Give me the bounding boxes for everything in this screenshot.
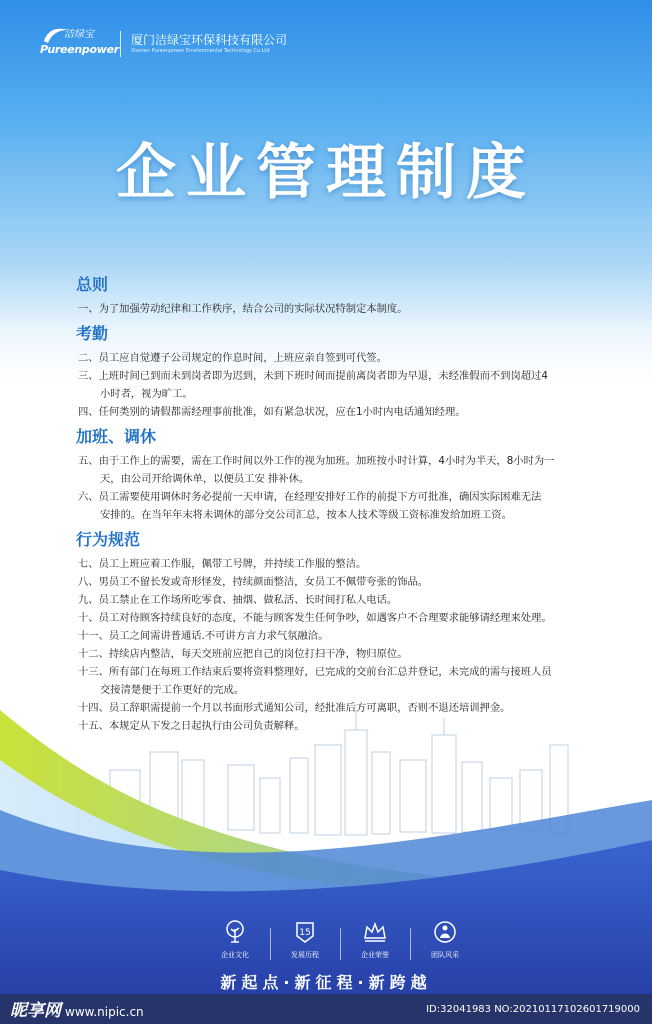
feature-separator [340, 928, 341, 960]
company-logo [40, 27, 119, 61]
company-name-cn: 厦门洁绿宝环保科技有限公司 [131, 32, 288, 47]
rule-line: 十五、本规定从下发之日起执行由公司负责解释。 [78, 720, 305, 732]
rule-line: 一、为了加强劳动纪律和工作秩序，结合公司的实际状况特制定本制度。 [78, 303, 408, 315]
slogan: 新起点·新征程·新跨越 [220, 973, 432, 992]
rule-line: 二、员工应自觉遵子公司规定的作息时间，上班应亲自签到可代签。 [78, 352, 387, 364]
rule-line: 五、由于工作上的需要，需在工作时间以外工作的视为加班。加班按小时计算，4小时为半天，8小时为一 [78, 455, 555, 467]
svg-text:15: 15 [299, 928, 311, 938]
rule-line: 十四、员工辞职需提前一个月以书面形式通知公司，经批准后方可离职，否则不退还培训押金。 [78, 702, 511, 714]
rule-line: 六、员工需要使用调休时务必提前一天申请，在经理安排好工作的前提下方可批准，确因实际困难无法 [78, 491, 542, 503]
section-title: 加班、调休 [76, 427, 157, 446]
header-divider [120, 31, 121, 57]
rule-line: 九、员工禁止在工作场所吃零食、抽烟、做私活、长时间打私人电话。 [78, 594, 398, 606]
feature-separator [270, 928, 271, 960]
feature-label: 发展历程 [291, 951, 319, 959]
rule-line: 十三、所有部门在每班工作结束后要将资料整理好，已完成的交前台汇总并登记，未完成的需与接班人员 [78, 666, 552, 678]
rule-line: 十一、员工之间需讲普通话.不可讲方言力求气氛融洽。 [78, 630, 329, 642]
rule-line: 天，由公司开给调休单，以便员工安 排补休。 [100, 473, 310, 485]
page-title: 企业管理制度 [116, 138, 536, 208]
feature-icons [0, 920, 652, 968]
section-title: 考勤 [76, 324, 109, 343]
rule-line: 十二、持续店内整洁，每天交班前应把自己的岗位打扫干净，物归原位。 [78, 648, 408, 660]
logo-cn-text: 洁绿宝 [64, 29, 94, 40]
rule-line: 安排的。在当年年末将未调休的部分交公司汇总，按本人技术等级工资标准发给加班工资。 [100, 509, 512, 521]
company-name-en: Xiamen Pureenpower Environmental Technology Co.Ltd [131, 47, 270, 54]
section-title: 总则 [76, 275, 109, 294]
feature-separator [410, 928, 411, 960]
feature-item [275, 920, 335, 960]
rule-line: 八、男员工不留长发或奇形怪发，持续颜面整洁，女员工不佩带夸张的饰品。 [78, 576, 429, 588]
team-icon [431, 929, 459, 948]
logo-en-text: Pureenpower [40, 43, 119, 56]
feature-label: 企业文化 [221, 951, 249, 959]
watermark-id: ID:32041983 NO:20210117102601719000 [426, 1004, 640, 1015]
rule-line: 小时者，视为旷工。 [100, 388, 193, 400]
rule-line: 十、员工对待顾客持续良好的态度，不能与顾客发生任何争吵，如遇客户不合理要求能够请经理来处理。 [78, 612, 552, 624]
badge-15-icon [291, 929, 319, 948]
company-name [131, 33, 287, 56]
city-skyline [110, 710, 568, 835]
feature-item [415, 920, 475, 960]
rule-line: 四、任何类别的请假都需经理事前批准，如有紧急状况，应在1小时内电话通知经理。 [78, 406, 466, 418]
rule-line: 三、上班时间已到而未到岗者即为迟到，未到下班时间而提前离岗者即为早退，未经准假而不到岗超过4 [78, 370, 548, 382]
watermark-site: www.nipic.cn [65, 1005, 144, 1019]
section-title: 行为规范 [76, 530, 141, 549]
feature-label: 团队风采 [431, 951, 459, 959]
watermark-brand-text: 昵享网 [10, 1001, 61, 1021]
crown-icon [361, 929, 389, 948]
tree-icon [221, 929, 249, 948]
header [40, 24, 287, 64]
feature-item [345, 920, 405, 960]
feature-label: 企业荣誉 [361, 951, 389, 959]
rules-content [78, 275, 628, 741]
rule-line: 七、员工上班应着工作服，佩带工号牌，并持续工作服的整洁。 [78, 558, 367, 570]
watermark-brand [10, 996, 144, 1021]
feature-item [205, 920, 265, 960]
rule-line: 交接清楚便于工作更好的完成。 [100, 684, 245, 696]
